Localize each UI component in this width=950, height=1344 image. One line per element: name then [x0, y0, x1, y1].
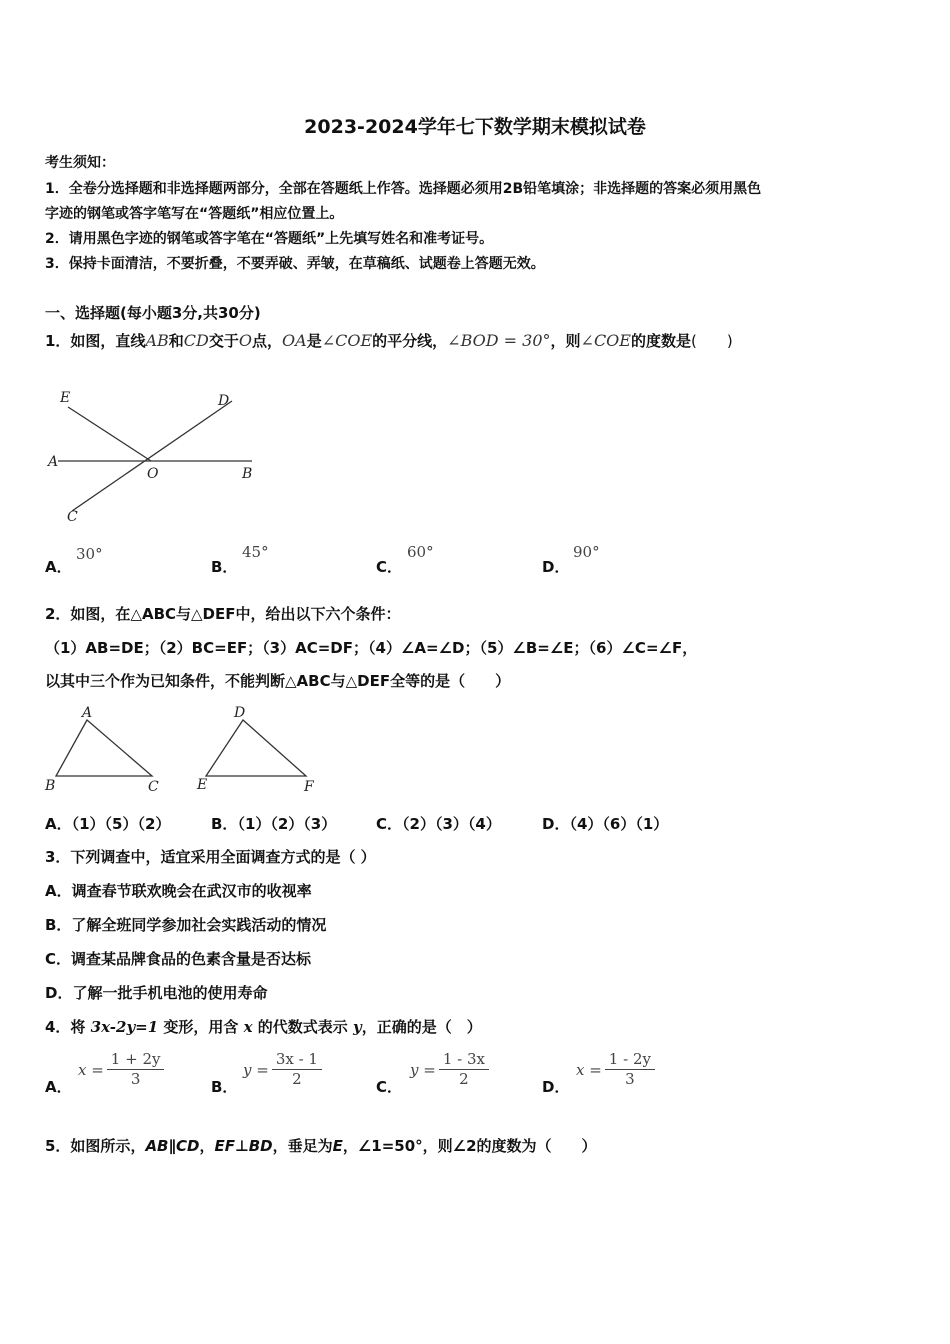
q4-option-c-fraction — [410, 1050, 489, 1089]
q4-var-y: y — [353, 1018, 362, 1036]
label-C: C — [148, 779, 159, 795]
notice-line-3: 3．保持卡面清洁，不要折叠，不要弄破、弄皱，在草稿纸、试题卷上答题无效。 — [45, 256, 545, 272]
q1-option-d-letter: D． — [542, 558, 570, 576]
q2-option-letter: A． — [45, 815, 72, 833]
triangle-DEF — [206, 720, 306, 776]
label-A: A — [82, 705, 93, 721]
q1-math: OA — [282, 331, 307, 350]
q1-option-b-value: 45° — [242, 543, 269, 561]
ray-OE — [68, 407, 151, 461]
q2-option-d — [542, 813, 668, 834]
notice-line-2: 2．请用黑色字迹的钢笔或答字笔在“答题纸”上先填写姓名和准考证号。 — [45, 231, 494, 247]
q5-math: EF⊥BD — [214, 1137, 273, 1155]
q2-option-b — [211, 813, 336, 834]
label-O: O — [147, 466, 159, 482]
q3-option-a: A．调查春节联欢晚会在武汉市的收视率 — [45, 882, 312, 900]
q2-option-value: （1）（5）（2） — [71, 815, 171, 833]
section-heading: 一、选择题(每小题3分,共30分) — [45, 304, 261, 322]
q1-math: O — [238, 331, 252, 350]
q4-text: ，正确的是（ ） — [361, 1018, 482, 1036]
notice-line-1a: 1．全卷分选择题和非选择题两部分，全部在答题纸上作答。选择题必须用2B铅笔填涂；非选择题的答案必须用黑色 — [45, 181, 762, 197]
q4-option-d-fraction — [576, 1050, 655, 1089]
q1-option-d-value: 90° — [573, 543, 600, 561]
question-2-ask: 以其中三个作为已知条件，不能判断△ABC与△DEF全等的是（ ） — [45, 672, 511, 690]
notice-line-1b: 字迹的钢笔或答字笔写在“答题纸”相应位置上。 — [45, 206, 344, 222]
q4-equation: 3x-2y=1 — [90, 1018, 159, 1036]
label-C: C — [67, 509, 78, 525]
q3-option-d: D．了解一批手机电池的使用寿命 — [45, 984, 268, 1002]
notice-heading: 考生须知： — [45, 155, 115, 171]
q4-text: 4．将 — [45, 1018, 91, 1036]
q4-option-b-letter: B． — [211, 1078, 238, 1096]
q1-text: 是 — [306, 332, 322, 350]
q1-text: 1．如图，直线 — [45, 332, 146, 350]
q5-text: ，垂足为 — [272, 1137, 333, 1155]
q1-math: ∠COE — [321, 331, 373, 350]
q5-math: AB∥CD — [145, 1137, 200, 1155]
q1-option-c-letter: C． — [376, 558, 403, 576]
q4-option-a-letter: A． — [45, 1078, 72, 1096]
q4-text: 的代数式表示 — [252, 1018, 354, 1036]
q1-option-a-letter: A． — [45, 558, 72, 576]
label-B: B — [242, 466, 253, 482]
line-CD — [72, 401, 232, 511]
q1-math: ∠BOD = 30° — [447, 331, 551, 350]
fraction-numerator: 1 - 3x — [439, 1050, 489, 1070]
question-3-stem: 3．下列调查中，适宜采用全面调查方式的是（ ） — [45, 848, 376, 866]
q5-text: ， — [199, 1137, 215, 1155]
fraction-numerator: 1 + 2y — [107, 1050, 165, 1070]
q1-math: ∠COE — [580, 331, 631, 350]
q1-option-c-value: 60° — [407, 543, 434, 561]
label-D: D — [234, 705, 246, 721]
q2-option-a — [45, 813, 170, 834]
q2-option-value: （1）（2）（3） — [237, 815, 337, 833]
fraction-numerator: 3x - 1 — [272, 1050, 322, 1070]
label-E: E — [60, 390, 71, 406]
q1-text: 的平分线， — [372, 332, 448, 350]
q1-text: 和 — [168, 332, 184, 350]
q3-option-c: C．调查某品牌食品的色素含量是否达标 — [45, 950, 312, 968]
q2-option-c — [376, 813, 501, 834]
label-B: B — [45, 778, 56, 794]
fraction-lhs: y = — [410, 1060, 436, 1079]
q2-option-letter: B． — [211, 815, 238, 833]
label-E: E — [197, 777, 208, 793]
fraction-denominator: 2 — [459, 1070, 469, 1088]
q2-option-value: （4）（6）（1） — [569, 815, 669, 833]
q1-figure — [44, 385, 274, 530]
label-D: D — [218, 393, 230, 409]
q1-text: 点， — [252, 332, 283, 350]
q1-math: AB — [145, 331, 169, 350]
question-2-stem: 2．如图，在△ABC与△DEF中，给出以下六个条件： — [45, 605, 401, 623]
page-title: 2023-2024学年七下数学期末模拟试卷 — [304, 116, 646, 138]
q2-option-letter: C． — [376, 815, 403, 833]
fraction-denominator: 3 — [130, 1070, 141, 1088]
fraction-denominator: 3 — [625, 1070, 635, 1088]
q3-option-b: B．了解全班同学参加社会实践活动的情况 — [45, 916, 327, 934]
question-4-stem — [45, 1016, 482, 1037]
q5-text: ，∠1=50°，则∠2的度数为（ ） — [342, 1137, 597, 1155]
question-2-conditions: （1）AB=DE；（2）BC=EF；（3）AC=DF；（4）∠A=∠D；（5）∠B=∠E；（6）∠C=∠F， — [45, 639, 698, 657]
answer-paren: ( ) — [691, 332, 733, 350]
triangle-ABC — [56, 720, 152, 776]
q1-text: ，则 — [550, 332, 581, 350]
q5-math: E — [332, 1137, 343, 1155]
label-A: A — [48, 454, 59, 470]
question-5-stem — [45, 1135, 597, 1156]
fraction-lhs: x = — [576, 1060, 602, 1079]
q2-figure — [44, 702, 334, 797]
q1-option-a-value: 30° — [76, 545, 103, 563]
q4-option-d-letter: D． — [542, 1078, 570, 1096]
q1-text: 的度数是 — [630, 332, 691, 350]
q1-text: 交于 — [208, 332, 239, 350]
q4-option-b-fraction — [243, 1050, 322, 1089]
q2-option-letter: D． — [542, 815, 570, 833]
q5-text: 5．如图所示， — [45, 1137, 146, 1155]
fraction-lhs: y = — [243, 1060, 269, 1079]
question-1-stem — [45, 330, 733, 351]
q1-math: CD — [183, 331, 209, 350]
q4-option-c-letter: C． — [376, 1078, 403, 1096]
label-F: F — [304, 779, 314, 795]
fraction-lhs: x = — [78, 1060, 104, 1079]
q1-option-b-letter: B． — [211, 558, 238, 576]
fraction-numerator: 1 - 2y — [605, 1050, 655, 1070]
fraction-denominator: 2 — [292, 1070, 302, 1088]
q4-text: 变形，用含 — [158, 1018, 244, 1036]
q2-option-value: （2）（3）（4） — [402, 815, 501, 833]
q4-var-x: x — [243, 1018, 253, 1036]
q4-option-a-fraction — [78, 1050, 164, 1089]
